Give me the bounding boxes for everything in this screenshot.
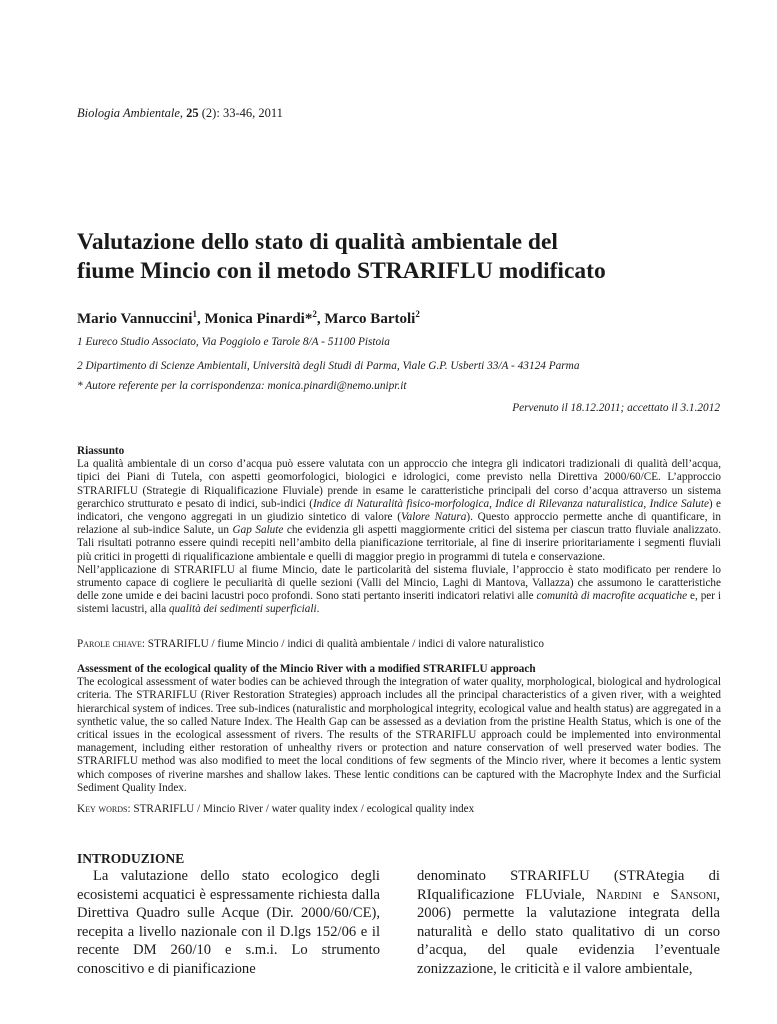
intro-left-text: La valutazione dello stato ecologico degli ecosistemi acquatici è espressamente richiesta dalla Direttiva Quadro sulle Acque (Dir. 2000/60/CE), recepita a livello nazionale con il D.lgs 152/06 e il recente DM 260/10 e s.m.i. Lo strumento conoscitivo e di pianificazione (77, 868, 380, 977)
title-line-1: Valutazione dello stato di qualità ambientale del (77, 229, 558, 255)
affiliation-2: 2 Dipartimento di Scienze Ambientali, Università degli Studi di Parma, Viale G.P. Usberti 33/A - 43124 Parma (77, 360, 580, 372)
abstract-section (77, 663, 721, 795)
parole-chiave-text: : STRARIFLU / fiume Mincio / indici di qualità ambientale / indici di valore naturalistico (141, 638, 544, 650)
paper-title (77, 228, 717, 286)
key-words (77, 803, 721, 815)
key-words-text: : STRARIFLU / Mincio River / water quality index / ecological quality index (127, 803, 475, 815)
journal-citation: Biologia Ambientale, 25 (2): 33-46, 2011 (77, 106, 283, 120)
intro-right-column (417, 867, 720, 979)
riassunto-section (77, 445, 721, 617)
author-affiliation-mark: 1 (192, 309, 197, 319)
riassunto-paragraph-1: La qualità ambientale di un corso d’acqua può essere valutata con un approccio che integra gli indicatori tradizionali di qualità dell’acqua, tipici dei Piani di Tutela, con aspetti geomorfologici, biologici e idrologici, come previsto nella Direttiva 2000/60/CE. L’approccio STRARIFLU (Strategie di Riqualificazione Fluviale) prende in esame le caratteristiche principali del corso d’acqua attraverso un sistema gerarchico strutturato e pesato di indici, sub-indici (Indice di Naturalità fisico-morfologica, Indice di Rilevanza naturalistica, Indice Salute) e indicatori, che vengono aggregati in un giudizio sintetico di valore (Valore Natura). Questo approccio permette anche di quantificare, in relazione al sub-indice Salute, un Gap Salute che evidenzia gli aspetti maggiormente critici del sistema per ciascun tratto fluviale analizzato. Tali risultati potranno essere quindi recepiti nell’ambito della pianificazione territoriale, al fine di inserire prioritariamente i segmenti fluviali più critici in progetti di riqualificazione ambientale e quelli di maggior pregio in programmi di tutela e conservazione. (77, 458, 722, 563)
author-list: Mario Vannuccini$^1$, Monica Pinardi*$^2$, Marco Bartoli$^2$ (77, 309, 420, 327)
journal-volume: 25 (186, 106, 199, 120)
intro-left-column (77, 867, 380, 979)
riassunto-heading: Riassunto (77, 445, 125, 457)
key-words-label: Key words (77, 803, 128, 815)
riassunto-paragraph-2: Nell’applicazione di STRARIFLU al fiume Mincio, date le particolarità del sistema fluviale, l’approccio è stato modificato per rendere lo strumento capace di cogliere le peculiarità di quelle sezioni (Valli del Mincio, Laghi di Mantova, Vallazza) che assumono le caratteristiche delle zone umide e dei bacini lacustri poco profondi. Sono stati pertanto inseriti indicatori relativi alle comunità di macrofite acquatiche e, per i sistemi lacustri, alla qualità dei sedimenti superficiali. (77, 563, 722, 616)
author-affiliation-mark: 2 (312, 309, 317, 319)
parole-chiave (77, 638, 721, 650)
journal-issue-pages: (2): 33-46, 2011 (198, 106, 283, 120)
journal-name: Biologia Ambientale (77, 106, 180, 120)
author-name: Monica Pinardi* (204, 311, 313, 327)
affiliation-1: 1 Eureco Studio Associato, Via Poggiolo e Tarole 8/A - 51100 Pistoia (77, 336, 390, 348)
author-affiliation-mark: 2 (415, 309, 420, 319)
corresponding-author: * Autore referente per la corrispondenza: monica.pinardi@nemo.unipr.it (77, 380, 407, 392)
received-accepted-dates: Pervenuto il 18.12.2011; accettato il 3.1.2012 (512, 402, 720, 414)
intro-right-text: denominato STRARIFLU (STRAtegia di RIqualificazione FLUviale, Nardini e Sansoni, 2006) permette la valutazione integrata della naturalità e dello stato qualitativo di un corso d’acqua, del quale evidenzia l’eventuale zonizzazione, le criticità e il valore ambientale, (417, 868, 721, 977)
title-line-2: fiume Mincio con il metodo STRARIFLU modificato (77, 258, 606, 284)
author-name: Mario Vannuccini (77, 311, 193, 327)
parole-chiave-label: Parole chiave (77, 638, 142, 650)
abstract-paragraph: The ecological assessment of water bodies can be achieved through the integration of water quality, morphological, biological and hydrological criteria. The STRARIFLU (River Restoration Strategies) approach includes all the principal characteristics of a given river, with a weighted hierarchical system of indices. Tree sub-indices (naturalistic and morphological integrity, ecological value and health status) are aggregated in a synthetic value, the so called Nature Index. The Health Gap can be assessed as a deviation from the pristine Health Status, which is one of the critical issues in the ecological assessment of rivers. The results of the STRARIFLU approach could be implemented into environmental management, including either restoration of unhealthy rivers or protection and nature conservation of well preserved water bodies. The STRARIFLU method was also modified to meet the local conditions of few segments of the Mincio river, where it becomes a lentic system which composes of riverine marshes and shallow lakes. These lentic conditions can be captured with the Macrophyte Index and the Surficial Sediment Quality Index. (77, 676, 721, 794)
intro-heading: INTRODUZIONE (77, 851, 185, 866)
abstract-heading: Assessment of the ecological quality of the Mincio River with a modified STRARIFLU approach (77, 663, 536, 675)
author-name: Marco Bartoli (324, 311, 416, 327)
